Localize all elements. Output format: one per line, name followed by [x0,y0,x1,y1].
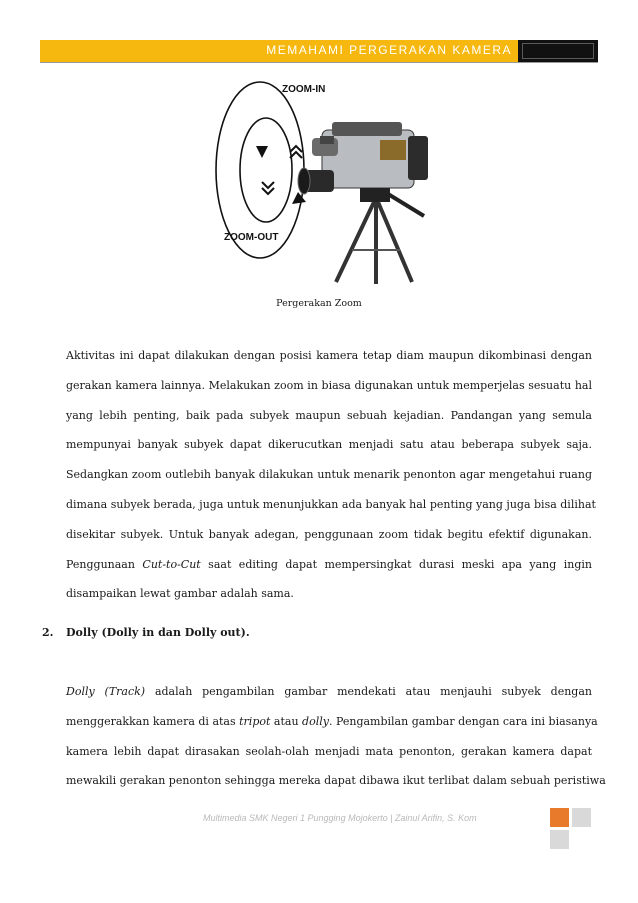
zoom-in-label: ZOOM-IN [282,84,326,95]
paragraph-line: gerakan kamera lainnya. Melakukan zoom in biasa digunakan untuk memperjelas sesuatu hal [66,378,592,392]
paragraph-line: Sedangkan zoom outlebih banyak dilakukan untuk menarik penonton agar mengetahui ruang [66,468,592,482]
paragraph-1 [66,341,596,609]
paragraph-line: yang lebih penting, baik pada subyek maupun sebuah kejadian. Pandangan yang semula [66,408,592,422]
header-rule [40,62,598,63]
paragraph-line: kamera lebih dapat dirasakan seolah-olah menjadi mata penonton, gerakan kamera dapat [66,744,592,758]
paragraph-line: mewakili gerakan penonton sehingga mereka dapat dibawa ikut terlibat dalam sebuah peristiwa [66,774,606,788]
section-number: 2. [42,626,54,639]
figure-caption: Pergerakan Zoom [276,298,362,309]
footer-square-gray [572,808,591,827]
paragraph-line: disekitar subyek. Untuk banyak adegan, penggunaan zoom tidak begitu efektif digunakan. [66,527,592,541]
paragraph-line: Aktivitas ini dapat dilakukan dengan posisi kamera tetap diam maupun dikombinasi dengan [66,349,592,362]
section-heading [42,626,250,639]
paragraph-line: menggerakkan kamera di atas tripot atau dolly. Pengambilan gambar dengan cara ini biasanya [66,714,598,728]
footer-square-gray [550,830,569,849]
footer-text: Multimedia SMK Negeri 1 Pungging Mojokerto | Zainul Arifin, S. Kom [203,813,477,823]
paragraph-2 [66,677,606,796]
zoom-figure [212,74,452,286]
header-title: MEMAHAMI PERGERAKAN KAMERA [266,43,512,57]
paragraph-line: disampaikan lewat gambar adalah sama. [66,587,294,601]
zoom-out-label: ZOOM-OUT [224,232,279,243]
section-title: Dolly (Dolly in dan Dolly out). [66,626,250,639]
paragraph-line: Dolly (Track) adalah pengambilan gambar mendekati atau menjauhi subyek dengan [66,685,592,698]
footer-square-orange [550,808,569,827]
paragraph-line: mempunyai banyak subyek dapat dikerucutkan menjadi satu atau beberapa subyek saja. [66,438,592,452]
header-dark-box [518,40,598,62]
paragraph-line: dimana subyek berada, juga untuk menunjukkan ada banyak hal penting yang juga bisa dilihat [66,497,596,511]
header-bar [40,40,518,62]
paragraph-line: Penggunaan Cut-to-Cut saat editing dapat mempersingkat durasi meski apa yang ingin [66,557,592,571]
